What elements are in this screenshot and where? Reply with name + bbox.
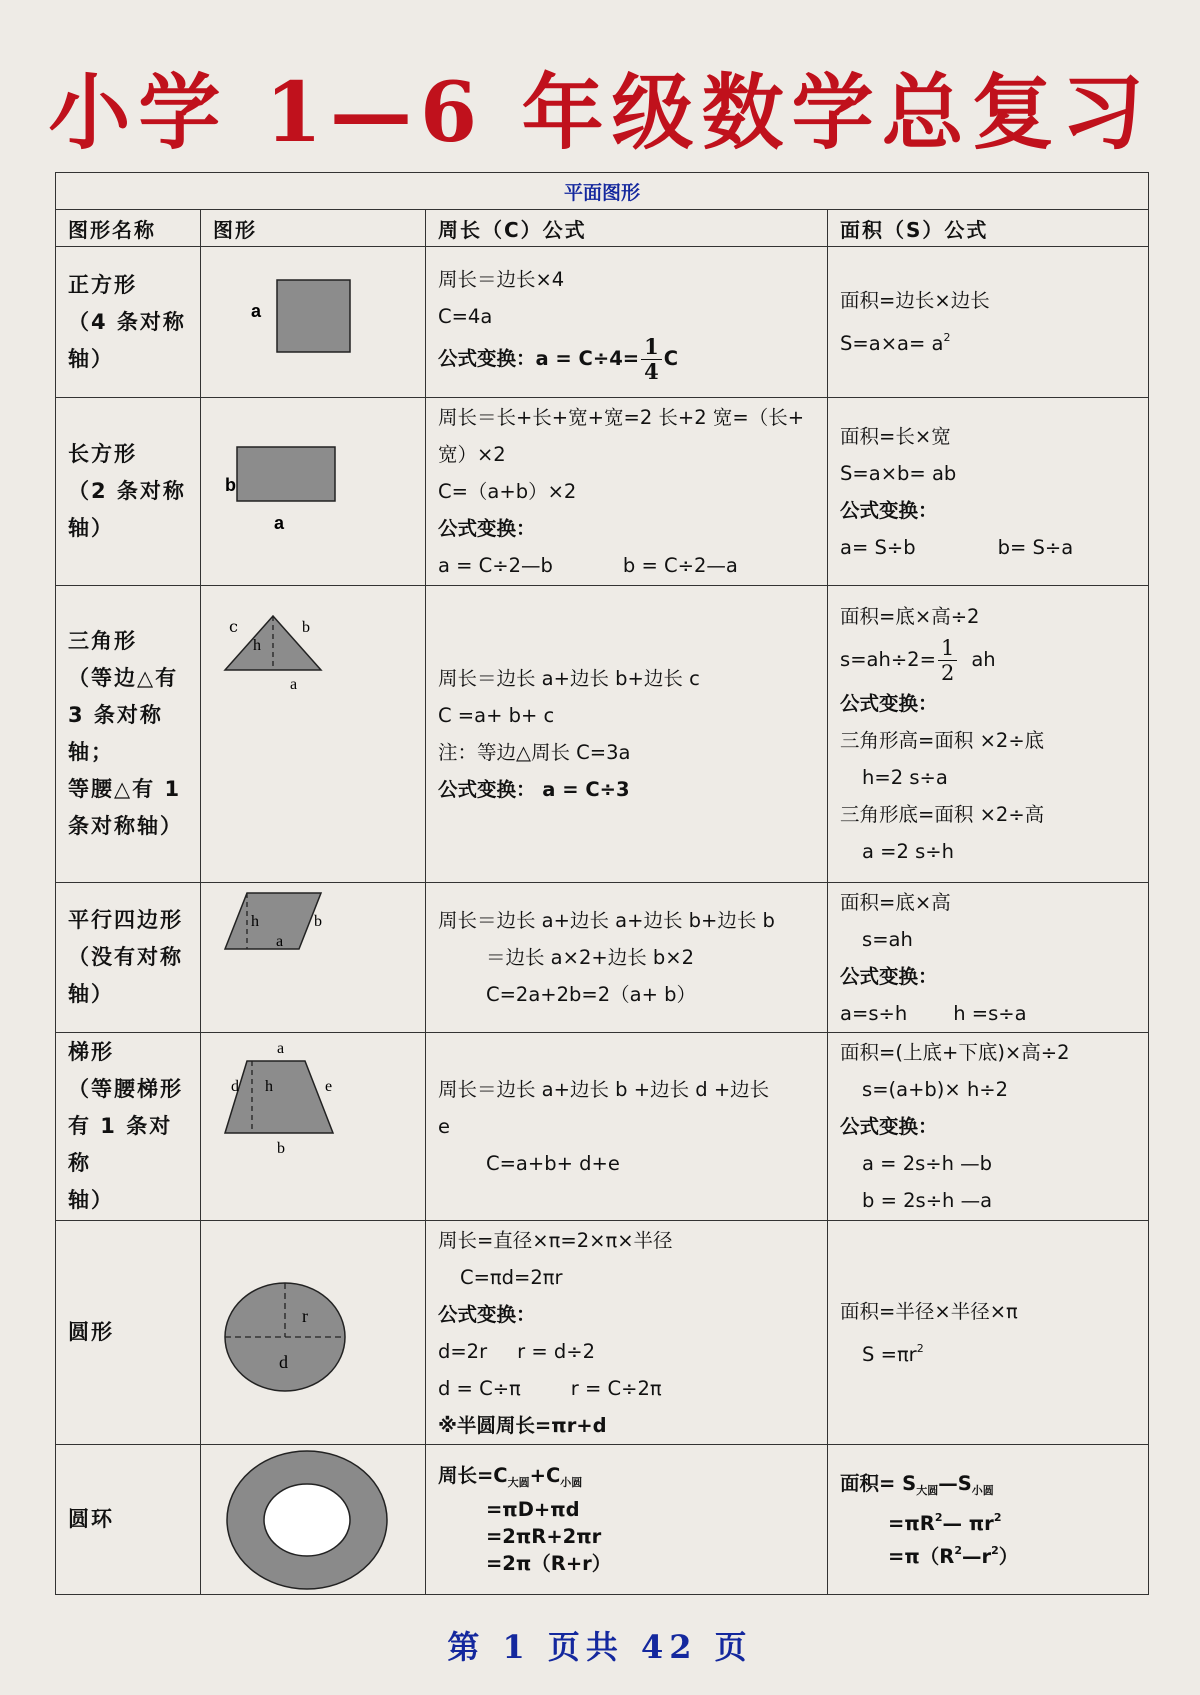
name-line: 平行四边形	[68, 908, 183, 932]
formula-line: s=ah	[862, 927, 913, 951]
formula-line: C=a+b+ d+e	[485, 1152, 620, 1175]
shape-name	[56, 1445, 201, 1595]
subscript: 大圆	[507, 1476, 530, 1489]
formula-line	[840, 995, 1136, 1032]
name-line: 等腰△有 1	[68, 777, 182, 801]
formula-line	[840, 1504, 1136, 1537]
formula-line: 面积=底×高÷2	[840, 605, 980, 628]
formula-line: =πD+πd	[485, 1498, 580, 1521]
formula-line: s=(a+b)× h÷2	[862, 1078, 1009, 1101]
name-line: 长方形	[68, 442, 137, 466]
formula-text: —r	[961, 1544, 992, 1568]
perimeter-formula	[425, 586, 827, 883]
formula-line: 面积=半径×半径×π	[840, 1299, 1018, 1323]
annulus-figure	[213, 1446, 413, 1594]
formula-line: 周长＝边长 a+边长 a+边长 b+边长 b	[437, 909, 775, 932]
side-label-b: b	[301, 619, 310, 636]
formula-line: C=（a+b）×2	[437, 480, 577, 503]
formula-text: S =πr	[862, 1342, 917, 1366]
table-row	[56, 247, 1149, 398]
formula-line: 宽）×2	[437, 443, 506, 466]
height-label-h: h	[250, 913, 259, 930]
formula-line	[840, 1330, 1136, 1373]
shape-name	[56, 247, 201, 398]
formula-line: 周长＝边长 a+边长 b+边长 c	[437, 667, 700, 690]
formula-line	[840, 635, 1136, 685]
side-label-d: d	[230, 1078, 239, 1095]
formula-line: 周长＝边长 a+边长 b +边长 d +边长	[437, 1078, 770, 1101]
formula-line: C=πd=2πr	[459, 1265, 563, 1289]
name-line: （没有对称	[68, 945, 183, 969]
formula-line: a = 2s÷h —b	[862, 1152, 993, 1175]
formula-text: +C	[529, 1464, 561, 1487]
formula-line: =2π（R+r）	[485, 1552, 612, 1575]
formula-line: 公式变换：	[437, 517, 536, 540]
area-formula	[828, 247, 1149, 398]
name-line: 轴）	[68, 982, 114, 1006]
name-line: 正方形	[68, 272, 137, 297]
formula-text: 面积= S	[840, 1471, 917, 1495]
formula-line: C =a+ b+ c	[437, 704, 555, 727]
height-label-h: h	[252, 637, 261, 654]
square-figure	[213, 247, 413, 397]
fraction-numerator: 1	[938, 636, 957, 661]
formula-line: h=2 s÷a	[862, 766, 948, 789]
name-line: （等腰梯形	[68, 1077, 183, 1101]
formula-text: =π（R	[888, 1544, 955, 1568]
side-label-b: b	[313, 913, 322, 930]
bottom-label-b: b	[276, 1140, 285, 1157]
formula-text: S=a×a= a	[840, 332, 944, 355]
formula-text: C	[663, 346, 679, 370]
header-area: 面积（S）公式	[828, 210, 1149, 247]
circle-figure	[213, 1222, 413, 1444]
formula-line: a =2 s÷h	[862, 840, 954, 863]
formula-text: — πr	[942, 1511, 994, 1535]
figure-cell	[200, 883, 425, 1033]
formula-text: b = C÷2—a	[622, 554, 738, 577]
formula-line: =2πR+2πr	[485, 1525, 602, 1548]
base-label-a: a	[289, 676, 298, 693]
formula-line: 面积=边长×边长	[840, 289, 990, 312]
formula-text: d=2r	[437, 1339, 488, 1363]
fraction-numerator: 1	[641, 335, 662, 360]
formula-line	[840, 529, 1136, 566]
formula-line	[438, 1370, 815, 1407]
inner-circle	[264, 1484, 350, 1556]
formula-line	[438, 1462, 815, 1496]
formula-line: S=a×b= ab	[840, 461, 957, 485]
name-line: 轴）	[68, 1188, 114, 1212]
formula-line	[438, 335, 815, 384]
header-perimeter: 周长（C）公式	[425, 210, 827, 247]
shape-name	[56, 1221, 201, 1445]
perimeter-formula	[425, 398, 827, 586]
area-formula	[828, 1445, 1149, 1595]
formula-text: ah	[971, 648, 996, 671]
figure-cell	[200, 1445, 425, 1595]
formula-line: 面积=(上底+下底)×高÷2	[840, 1041, 1070, 1064]
figure-cell	[200, 586, 425, 883]
perimeter-formula	[425, 1033, 827, 1221]
name-line: 条对称轴）	[68, 814, 183, 838]
height-label-h: h	[264, 1078, 273, 1095]
formula-line	[438, 1333, 815, 1370]
name-line: 有 1 条对称	[68, 1114, 173, 1175]
formula-text: b= S÷a	[997, 535, 1074, 559]
rectangle-shape	[237, 447, 335, 501]
side-label-b: b	[224, 474, 236, 495]
formula-text: h =s÷a	[953, 1001, 1027, 1025]
table-row	[56, 586, 1149, 883]
base-label-a: a	[275, 933, 284, 950]
table-row	[56, 1445, 1149, 1595]
formula-text: s=ah÷2=	[840, 648, 936, 671]
formula-line: 公式变换：	[840, 964, 938, 988]
name-line: 梯形	[68, 1040, 114, 1064]
name-line: 轴）	[68, 516, 114, 540]
perimeter-formula	[425, 883, 827, 1033]
formula-line: 注：等边△周长 C=3a	[437, 741, 631, 764]
name-line: 圆形	[68, 1320, 114, 1344]
header-shape-name: 图形名称	[56, 210, 201, 247]
shape-name	[56, 1033, 201, 1221]
side-label-e: e	[324, 1078, 333, 1095]
subscript: 小圆	[971, 1483, 994, 1497]
perimeter-formula	[425, 1221, 827, 1445]
formula-line: 周长＝边长×4	[437, 267, 565, 291]
top-label-a: a	[276, 1040, 285, 1057]
name-line: 轴）	[68, 346, 114, 371]
plane-figures-table	[55, 172, 1149, 1595]
formula-line: 三角形底=面积 ×2÷高	[840, 803, 1045, 826]
name-line: （等边△有	[68, 666, 179, 690]
superscript: 2	[991, 1543, 999, 1557]
shape-name	[56, 398, 201, 586]
formula-text: r = C÷2π	[570, 1376, 662, 1400]
formula-line: 周长＝长+长+宽+宽=2 长+2 宽=（长+	[437, 406, 805, 429]
formula-line: 三角形高=面积 ×2÷底	[840, 729, 1045, 752]
fraction	[641, 335, 662, 384]
formula-line: 公式变换：	[840, 692, 938, 715]
name-line: （2 条对称	[68, 479, 186, 503]
formula-line: 周长=直径×π=2×π×半径	[437, 1228, 673, 1252]
formula-line: 面积=长×宽	[840, 424, 951, 448]
rectangle-figure	[213, 399, 413, 585]
formula-line: ※半圆周长=πr+d	[437, 1413, 607, 1437]
formula-text: =πR	[888, 1511, 935, 1535]
figure-cell	[200, 398, 425, 586]
superscript: 2	[943, 331, 951, 344]
trapezoid-shape	[225, 1061, 333, 1133]
formula-text: 公式变换：a = C÷4=	[437, 346, 640, 370]
figure-cell	[200, 1221, 425, 1445]
formula-line: e	[437, 1115, 450, 1138]
area-formula	[828, 883, 1149, 1033]
table-row	[56, 883, 1149, 1033]
name-line: 圆环	[68, 1507, 114, 1531]
formula-text: d = C÷π	[437, 1376, 521, 1400]
diameter-label-d: d	[278, 1351, 288, 1372]
formula-text: a= S÷b	[840, 535, 916, 559]
parallelogram-shape	[225, 893, 321, 949]
formula-line: ＝边长 a×2+边长 b×2	[485, 946, 695, 969]
superscript: 2	[916, 1341, 924, 1355]
formula-line: 公式变换：	[840, 1115, 938, 1138]
area-formula	[828, 1033, 1149, 1221]
area-formula	[828, 398, 1149, 586]
name-line: （4 条对称	[68, 309, 186, 334]
table-row	[56, 1221, 1149, 1445]
formula-line: C=4a	[437, 304, 493, 328]
figure-cell	[200, 1033, 425, 1221]
figure-cell	[200, 247, 425, 398]
area-formula	[828, 586, 1149, 883]
formula-text: ）	[998, 1544, 1019, 1568]
table-header-row	[56, 210, 1149, 247]
area-formula	[828, 1221, 1149, 1445]
formula-text: a=s÷h	[840, 1001, 908, 1025]
page-footer: 第 1 页共 42 页	[447, 1628, 753, 1666]
triangle-figure	[213, 586, 413, 696]
formula-text: a = C÷2—b	[437, 554, 553, 577]
fraction-denominator: 2	[940, 661, 955, 685]
side-label-c: c	[228, 617, 238, 636]
name-line: 3 条对称轴；	[68, 703, 163, 764]
trapezoid-figure	[213, 1033, 413, 1163]
formula-line: b = 2s÷h —a	[862, 1189, 993, 1212]
formula-line: 公式变换： a = C÷3	[437, 778, 630, 801]
header-figure: 图形	[200, 210, 425, 247]
formula-line: 公式变换：	[437, 1302, 536, 1326]
fraction-denominator: 4	[644, 358, 659, 384]
fraction	[938, 636, 957, 685]
parallelogram-figure	[213, 883, 413, 963]
formula-line	[438, 547, 815, 584]
side-label-a: a	[273, 512, 284, 533]
page-title: 小学 1—6 年级数学总复习	[48, 65, 1152, 161]
superscript: 2	[934, 1510, 943, 1524]
name-line: 三角形	[68, 629, 137, 653]
perimeter-formula	[425, 247, 827, 398]
shape-name	[56, 883, 201, 1033]
formula-line	[840, 1470, 1136, 1504]
radius-label-r: r	[301, 1305, 308, 1326]
table-row	[56, 398, 1149, 586]
superscript: 2	[954, 1543, 962, 1557]
square-shape	[277, 280, 350, 352]
formula-text: 周长=C	[437, 1464, 508, 1487]
formula-line: C=2a+2b=2（a+ b）	[485, 983, 697, 1006]
formula-line	[840, 319, 1136, 362]
formula-line: 公式变换：	[840, 498, 938, 522]
table-caption: 平面图形	[56, 173, 1149, 210]
side-label-a: a	[250, 301, 261, 321]
shape-name	[56, 586, 201, 883]
superscript: 2	[993, 1510, 1002, 1524]
table-row	[56, 1033, 1149, 1221]
formula-line: 面积=底×高	[840, 890, 951, 914]
perimeter-formula	[425, 1445, 827, 1595]
subscript: 大圆	[916, 1483, 939, 1497]
formula-text: —S	[938, 1471, 972, 1495]
subscript: 小圆	[560, 1476, 583, 1489]
formula-line	[840, 1537, 1136, 1570]
formula-text: r = d÷2	[517, 1339, 595, 1363]
